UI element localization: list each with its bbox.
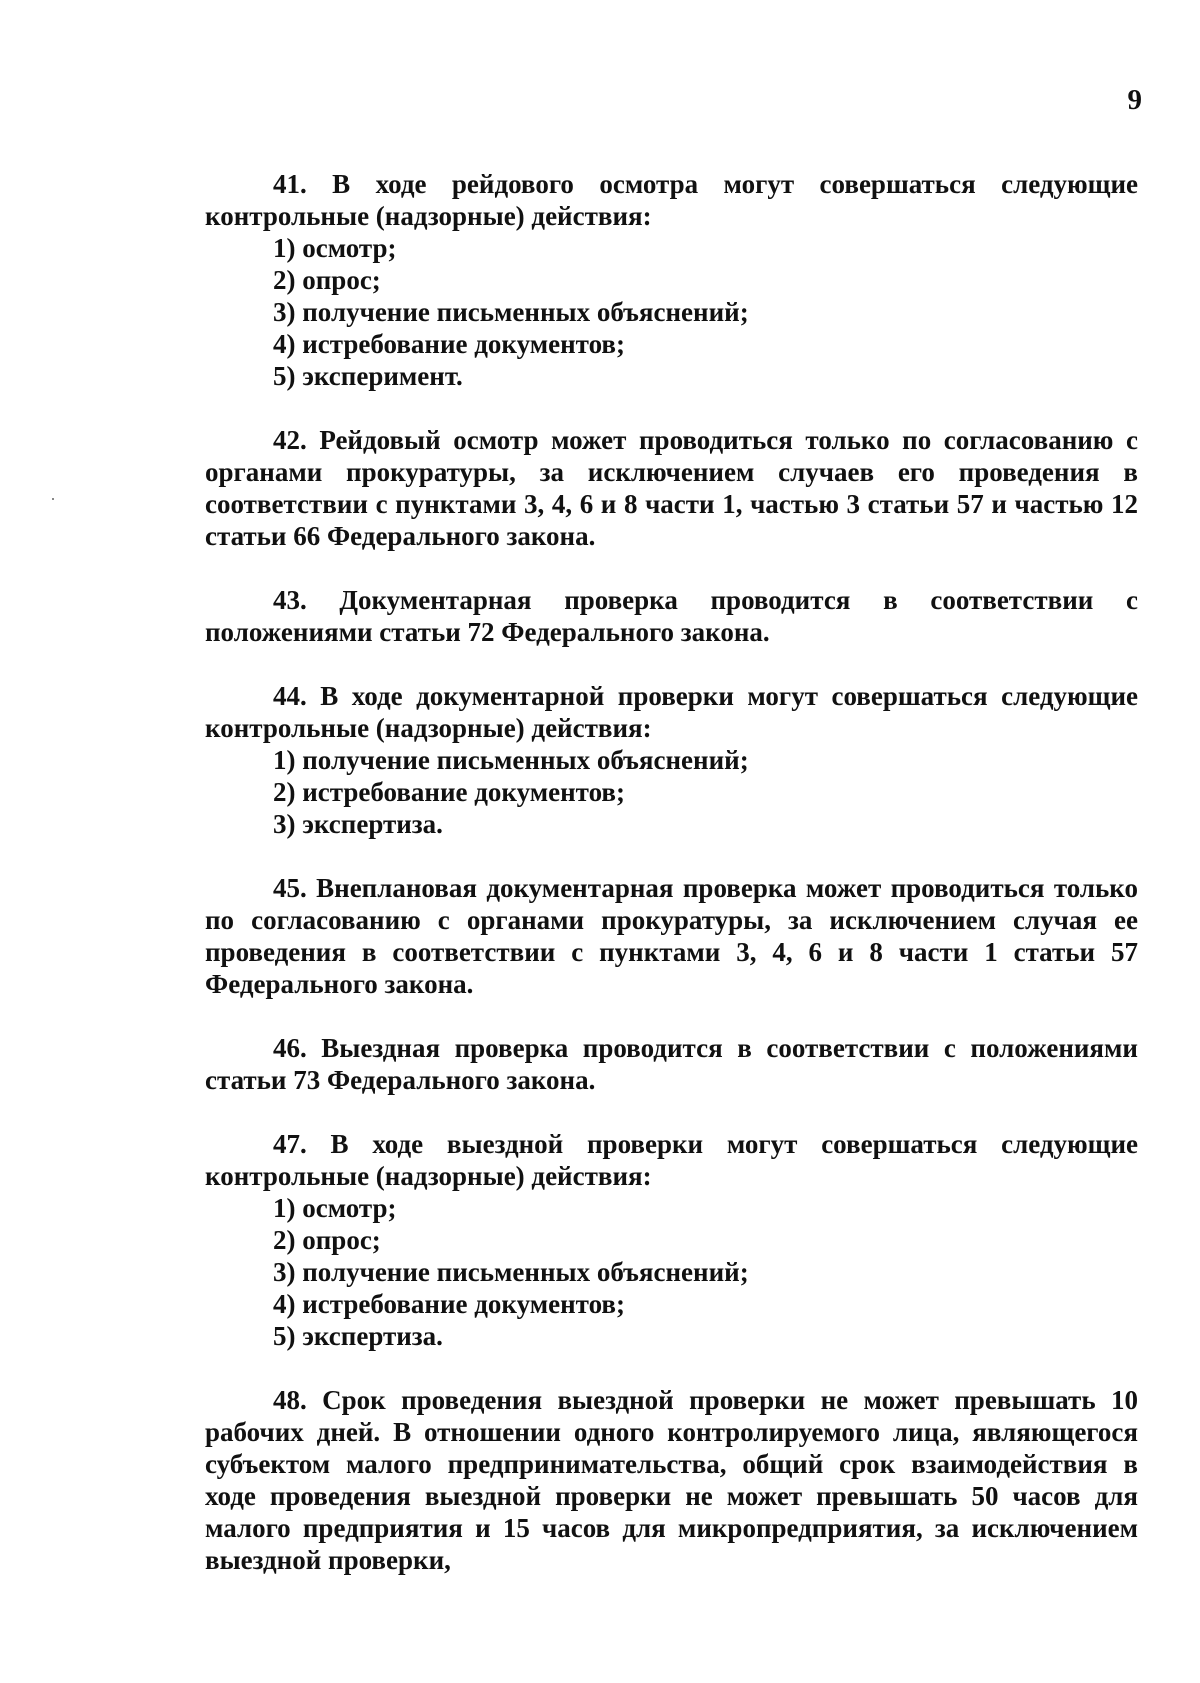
list-item: 5) эксперимент. xyxy=(273,361,463,391)
paragraph-45: 45. Внеплановая документарная проверка может проводиться только по согласованию с органами прокуратуры, за исключением случая ее проведения в соответствии с пунктами 3, 4, 6 и 8 части 1 статьи 57 Федерального закона. xyxy=(205,873,1138,999)
section-46 xyxy=(205,1032,1138,1096)
paragraph-42: 42. Рейдовый осмотр может проводиться только по согласованию с органами прокуратуры, за исключением случаев его проведения в соответствии с пунктами 3, 4, 6 и 8 части 1, частью 3 статьи 57 и частью 12 статьи 66 Федерального закона. xyxy=(205,425,1138,551)
list-item: 1) осмотр; xyxy=(273,233,397,263)
list-41 xyxy=(205,232,1138,392)
list-47 xyxy=(205,1192,1138,1352)
list-item: 1) осмотр; xyxy=(273,1193,397,1223)
page-number: 9 xyxy=(1127,84,1142,116)
scan-speck xyxy=(52,498,54,500)
list-item: 2) опрос; xyxy=(273,1225,381,1255)
section-41 xyxy=(205,168,1138,392)
list-item: 1) получение письменных объяснений; xyxy=(273,745,749,775)
paragraph-41: 41. В ходе рейдового осмотра могут совершаться следующие контрольные (надзорные) действия: xyxy=(205,169,1138,231)
section-47 xyxy=(205,1128,1138,1352)
section-43 xyxy=(205,584,1138,648)
document-body xyxy=(205,168,1138,1608)
section-44 xyxy=(205,680,1138,840)
list-item: 4) истребование документов; xyxy=(273,329,625,359)
paragraph-47: 47. В ходе выездной проверки могут совершаться следующие контрольные (надзорные) действия: xyxy=(205,1129,1138,1191)
list-44 xyxy=(205,744,1138,840)
list-item: 3) получение письменных объяснений; xyxy=(273,1257,749,1287)
section-48 xyxy=(205,1384,1138,1576)
list-item: 3) экспертиза. xyxy=(273,809,443,839)
paragraph-46: 46. Выездная проверка проводится в соответствии с положениями статьи 73 Федерального закона. xyxy=(205,1033,1138,1095)
section-45 xyxy=(205,872,1138,1000)
paragraph-43: 43. Документарная проверка проводится в соответствии с положениями статьи 72 Федерального закона. xyxy=(205,585,1138,647)
paragraph-44: 44. В ходе документарной проверки могут совершаться следующие контрольные (надзорные) действия: xyxy=(205,681,1138,743)
list-item: 2) истребование документов; xyxy=(273,777,625,807)
list-item: 3) получение письменных объяснений; xyxy=(273,297,749,327)
section-42 xyxy=(205,424,1138,552)
paragraph-48: 48. Срок проведения выездной проверки не может превышать 10 рабочих дней. В отношении одного контролируемого лица, являющегося субъектом малого предпринимательства, общий срок взаимодействия в ходе проведения выездной проверки не может превышать 50 часов для малого предприятия и 15 часов для микропредприятия, за исключением выездной проверки, xyxy=(205,1385,1138,1575)
list-item: 4) истребование документов; xyxy=(273,1289,625,1319)
list-item: 2) опрос; xyxy=(273,265,381,295)
list-item: 5) экспертиза. xyxy=(273,1321,443,1351)
